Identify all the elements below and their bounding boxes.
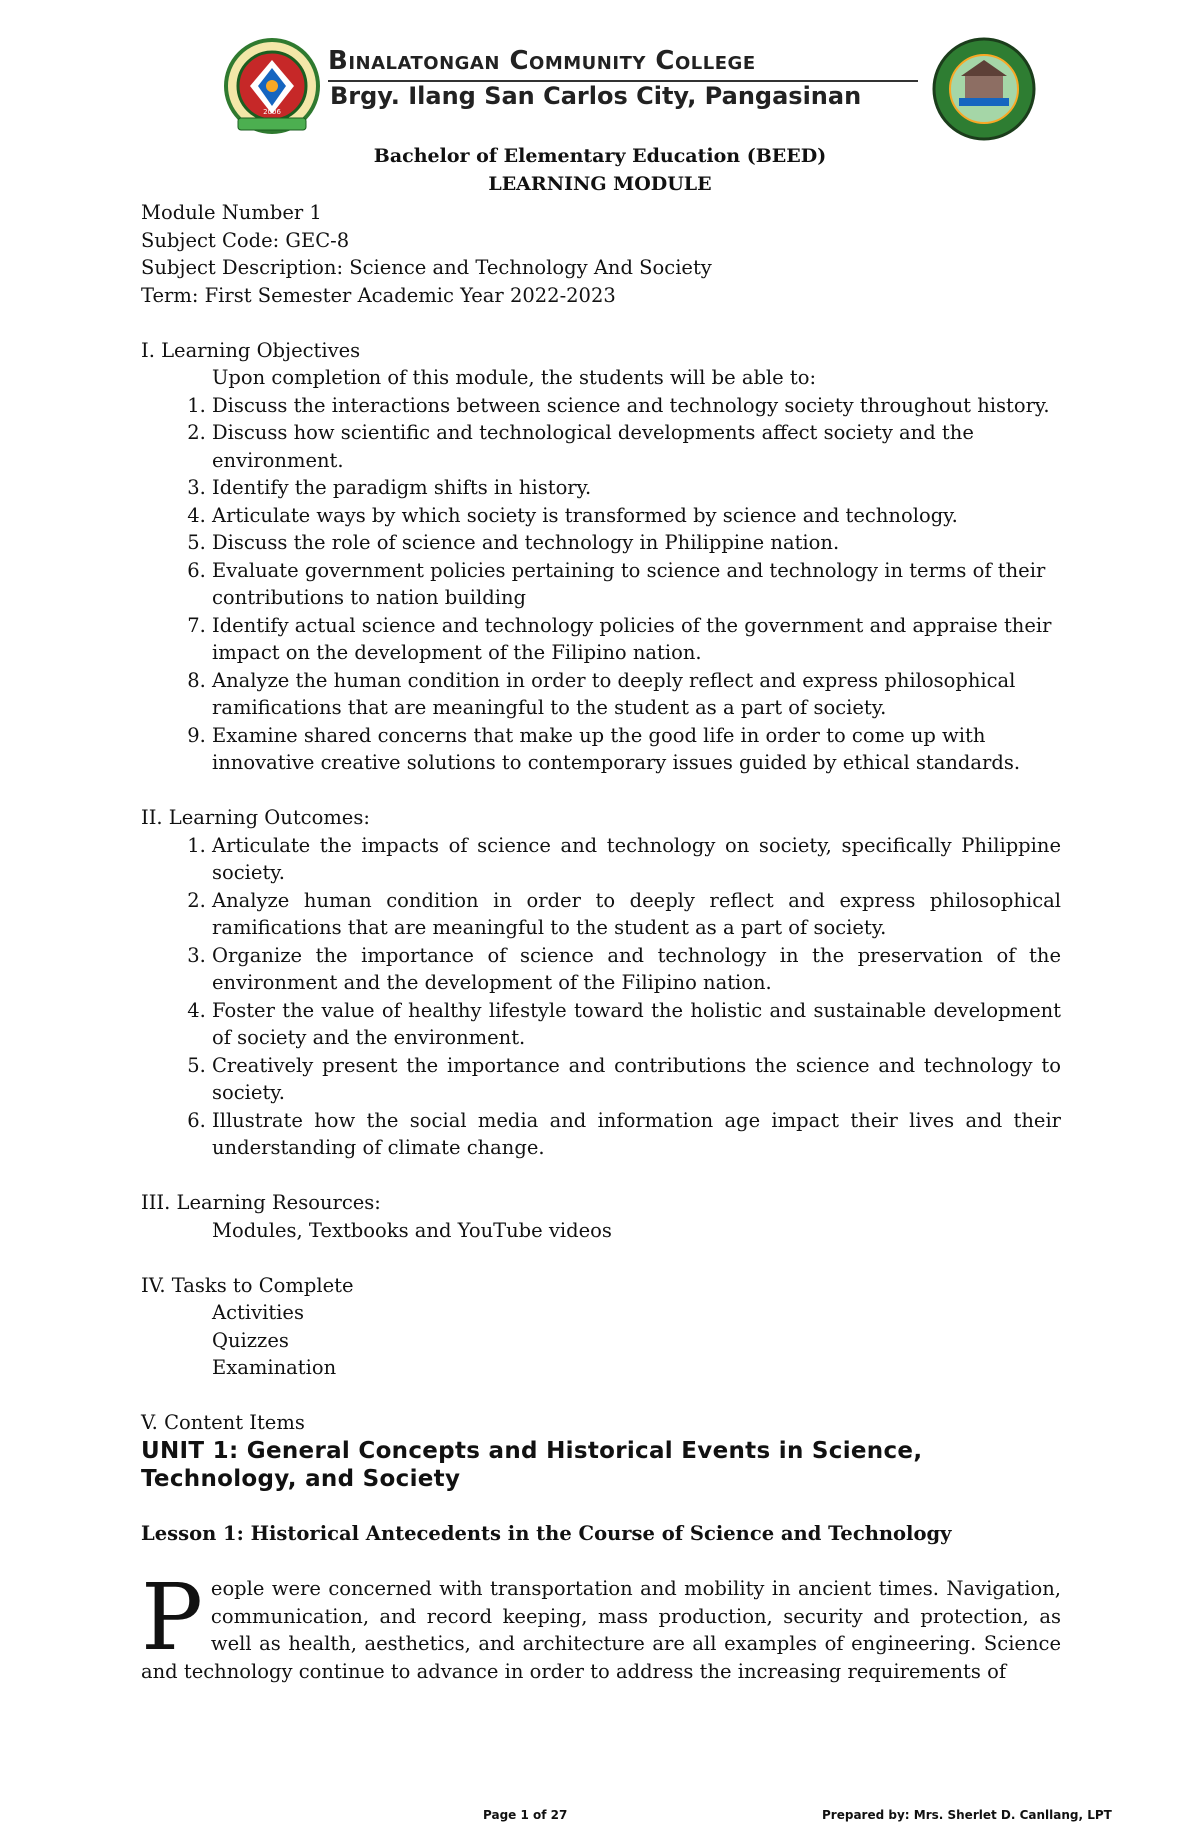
tasks-heading: IV. Tasks to Complete [141, 1273, 354, 1297]
task-item: Quizzes [212, 1328, 289, 1352]
unit-title: UNIT 1: General Concepts and Historical Events in Science, Technology, and Society [141, 1437, 923, 1492]
college-seal-logo [218, 36, 326, 140]
outcome-item: 3. Organize the importance of science and technology in the preservation of the environment and the development of the Filipino nation. [212, 942, 1061, 997]
document-type-title: LEARNING MODULE [488, 173, 712, 195]
outcome-item: 2. Analyze human condition in order to deeply reflect and express philosophical ramifications that are meaningful to the student as a part of society. [212, 887, 1061, 942]
lesson-paragraph [141, 1564, 1061, 1685]
drop-cap: P [141, 1564, 203, 1671]
objective-item: 7. Identify actual science and technology policies of the government and appraise their impact on the development of the Filipino nation. [212, 612, 1061, 667]
outcomes-list [141, 832, 1061, 1162]
lesson-title: Lesson 1: Historical Antecedents in the Course of Science and Technology [141, 1522, 952, 1545]
objective-item: 2. Discuss how scientific and technological developments affect society and the environment. [212, 419, 1061, 474]
seal-year: 2006 [263, 108, 281, 116]
module-number: Module Number 1 [141, 201, 322, 224]
paragraph-text: eople were concerned with transportation and mobility in ancient times. Navigation, communication, and record keeping, mass production, security and protection, as well as health, aesthetics, and architecture are all examples of engineering. Science and technology continue to advance in order to address the increasing requirements of [141, 1577, 1061, 1683]
page-number: Page 1 of 27 [483, 1808, 568, 1822]
objective-item: 6. Evaluate government policies pertaining to science and technology in terms of their contributions to nation building [212, 557, 1061, 612]
outcome-item: 6. Illustrate how the social media and information age impact their lives and their understanding of climate change. [212, 1107, 1061, 1162]
objectives-list [141, 392, 1061, 777]
college-name: Binalatongan Community College [328, 46, 756, 76]
objective-item: 1. Discuss the interactions between science and technology society throughout history. [212, 392, 1061, 420]
objective-item: 9. Examine shared concerns that make up the good life in order to come up with innovative creative solutions to contemporary issues guided by ethical standards. [212, 722, 1061, 777]
city-seal-logo [931, 36, 1037, 142]
outcome-item: 1. Articulate the impacts of science and technology on society, specifically Philippine society. [212, 832, 1061, 887]
objective-item: 8. Analyze the human condition in order to deeply reflect and express philosophical ramifications that are meaningful to the student as a part of society. [212, 667, 1061, 722]
objectives-heading: I. Learning Objectives [141, 338, 361, 362]
objective-item: 5. Discuss the role of science and technology in Philippine nation. [212, 529, 1061, 557]
prepared-by: Prepared by: Mrs. Sherlet D. Canllang, LPT [822, 1808, 1112, 1822]
module-content [141, 199, 1061, 1685]
task-item: Examination [212, 1356, 337, 1379]
objectives-intro: Upon completion of this module, the students will be able to: [212, 366, 817, 389]
objective-item: 3. Identify the paradigm shifts in history. [212, 474, 1061, 502]
term: Term: First Semester Academic Year 2022-2023 [141, 283, 616, 307]
outcomes-heading: II. Learning Outcomes: [141, 806, 370, 829]
subject-description: Subject Description: Science and Technology And Society [141, 256, 712, 279]
outcome-item: 4. Foster the value of healthy lifestyle toward the holistic and sustainable development of society and the environment. [212, 997, 1061, 1052]
resources-heading: III. Learning Resources: [141, 1191, 381, 1214]
program-title: Bachelor of Elementary Education (BEED) [373, 145, 827, 167]
subject-code: Subject Code: GEC-8 [141, 228, 350, 252]
college-address: Brgy. Ilang San Carlos City, Pangasinan [330, 82, 862, 110]
outcome-item: 5. Creatively present the importance and contributions the science and technology to society. [212, 1052, 1061, 1107]
task-item: Activities [212, 1301, 304, 1324]
content-heading: V. Content Items [141, 1411, 305, 1434]
objective-item: 4. Articulate ways by which society is transformed by science and technology. [212, 502, 1061, 530]
resources-text: Modules, Textbooks and YouTube videos [212, 1218, 612, 1242]
